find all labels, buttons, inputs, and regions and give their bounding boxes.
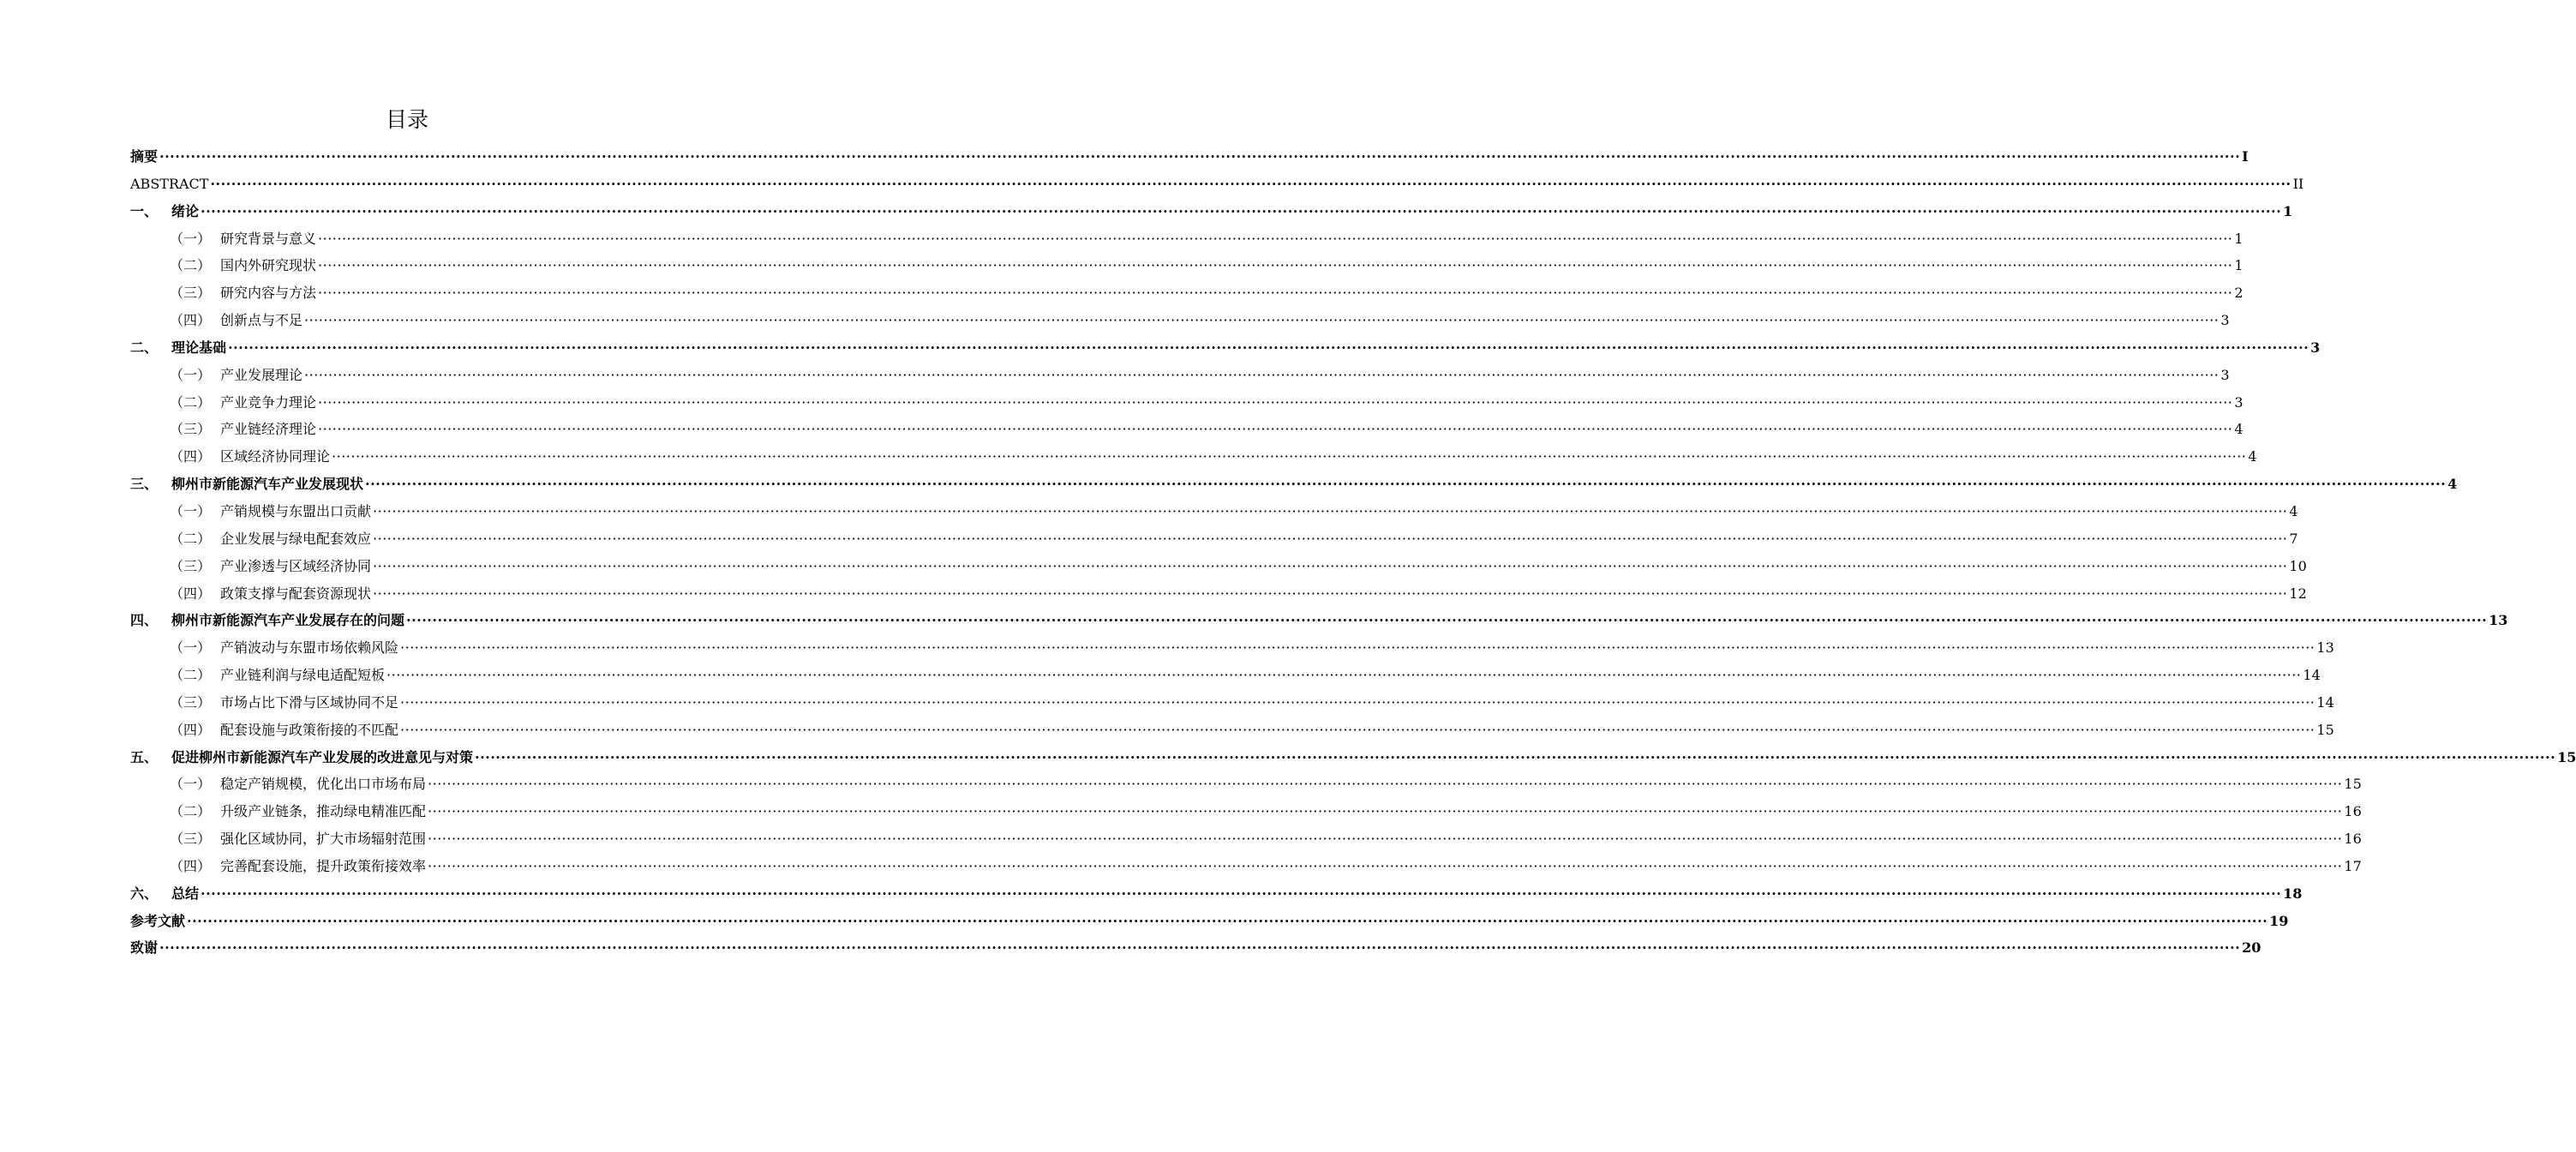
toc-entry-label: 促进柳州市新能源汽车产业发展的改进意见与对策	[171, 748, 474, 765]
toc-entry[interactable]	[130, 334, 2321, 362]
toc-entry-label: 产业竞争力理论	[220, 393, 317, 411]
toc-entry-page-number: 1	[2234, 257, 2244, 274]
toc-entry-label: 配套设施与政策衔接的不匹配	[220, 721, 399, 738]
toc-leader-dots: ················································································································································································································································································································································································································	[228, 339, 2309, 356]
toc-entry[interactable]	[130, 880, 2303, 908]
toc-entry-label: 市场占比下滑与区域协同不足	[220, 693, 399, 711]
toc-entry-number: （四）	[170, 857, 212, 874]
toc-entry-number: 三、	[130, 476, 159, 493]
toc-entry-page-number: 15	[2344, 776, 2362, 793]
toc-entry-page-number: 16	[2344, 831, 2362, 848]
toc-leader-dots: ················································································································································································································································································································································································································	[318, 285, 2233, 302]
toc-entry-label: 产业链利润与绿电适配短板	[220, 667, 386, 684]
toc-entry-number: （三）	[170, 831, 212, 848]
toc-entry-label: 柳州市新能源汽车产业发展现状	[171, 476, 364, 493]
toc-leader-dots: ················································································································································································································································································································································································································	[428, 857, 2343, 874]
toc-entry[interactable]	[130, 908, 2289, 935]
toc-leader-dots: ················································································································································································································································································································································································································	[201, 885, 2282, 902]
toc-leader-dots: ················································································································································································································································································································································································································	[386, 667, 2302, 684]
toc-entry[interactable]	[130, 771, 2362, 798]
toc-entry-label: 理论基础	[171, 339, 227, 356]
toc-entry-page-number: 15	[2316, 721, 2334, 738]
toc-entry[interactable]	[130, 717, 2334, 744]
toc-leader-dots: ················································································································································································································································································································································································································	[318, 421, 2233, 438]
toc-leader-dots: ················································································································································································································································································································································································································	[373, 557, 2288, 574]
toc-entry[interactable]	[130, 825, 2362, 853]
toc-entry-label: 政策支撑与配套资源现状	[220, 585, 372, 602]
toc-entry-number: （三）	[170, 557, 212, 574]
toc-entry[interactable]	[130, 662, 2321, 689]
toc-entry[interactable]	[130, 279, 2244, 307]
toc-entry-label: 参考文献	[130, 912, 186, 929]
toc-entry-number: 六、	[130, 885, 159, 902]
toc-entry[interactable]	[130, 634, 2334, 662]
toc-entry-label: 致谢	[130, 939, 159, 957]
toc-entry-number: 五、	[130, 748, 159, 765]
toc-entry[interactable]	[130, 689, 2334, 717]
toc-entry-label: 柳州市新能源汽车产业发展存在的问题	[171, 612, 405, 629]
toc-entry-label: 绪论	[171, 202, 200, 219]
toc-entry-number: （三）	[170, 421, 212, 438]
toc-entry-page-number: 17	[2344, 857, 2362, 874]
toc-entry[interactable]	[130, 525, 2298, 553]
toc-entry-number: （四）	[170, 721, 212, 738]
toc-entry-page-number: 14	[2316, 693, 2334, 711]
toc-leader-dots: ················································································································································································································································································································································································································	[428, 803, 2343, 820]
toc-entry[interactable]	[130, 389, 2244, 417]
toc-entry[interactable]	[130, 307, 2230, 334]
toc-entry-page-number: 3	[2220, 312, 2230, 329]
toc-entry-label: ABSTRACT	[130, 175, 209, 192]
toc-entry-page-number: 18	[2283, 885, 2303, 902]
toc-entry-page-number: 4	[2289, 502, 2298, 519]
toc-leader-dots: ················································································································································································································································································································································································································	[187, 912, 2268, 929]
toc-entry-label: 强化区域协同，扩大市场辐射范围	[220, 831, 427, 848]
toc-entry[interactable]	[130, 553, 2307, 580]
toc-leader-dots: ················································································································································································································································································································································································································	[159, 148, 2241, 165]
toc-leader-dots: ················································································································································································································································································································································································································	[373, 530, 2288, 547]
toc-entry-number: （一）	[170, 776, 212, 793]
table-of-contents	[130, 143, 2576, 962]
toc-entry[interactable]	[130, 252, 2244, 279]
toc-entry-page-number: 1	[2234, 230, 2244, 247]
toc-entry-number: 四、	[130, 612, 159, 629]
toc-entry-label: 产销波动与东盟市场依赖风险	[220, 639, 399, 657]
toc-entry[interactable]	[130, 443, 2257, 471]
toc-entry[interactable]	[130, 471, 2458, 498]
toc-entry[interactable]	[130, 171, 2304, 198]
toc-entry-number: 一、	[130, 202, 159, 219]
toc-entry[interactable]	[130, 744, 2576, 771]
toc-leader-dots: ················································································································································································································································································································································································································	[318, 257, 2233, 274]
toc-entry-number: （三）	[170, 285, 212, 302]
toc-entry[interactable]	[130, 934, 2261, 962]
toc-entry-label: 产销规模与东盟出口贡献	[220, 502, 372, 519]
toc-entry-page-number: 3	[2220, 366, 2230, 383]
toc-entry[interactable]	[130, 198, 2293, 225]
toc-entry-page-number: 13	[2316, 639, 2334, 657]
toc-entry-label: 产业链经济理论	[220, 421, 317, 438]
toc-leader-dots: ················································································································································································································································································································································································································	[304, 366, 2220, 383]
toc-leader-dots: ················································································································································································································································································································································································································	[400, 693, 2315, 711]
toc-entry-number: 二、	[130, 339, 159, 356]
toc-entry[interactable]	[130, 143, 2249, 171]
toc-entry-label: 研究背景与意义	[220, 230, 317, 247]
toc-entry-page-number: 4	[2234, 421, 2244, 438]
toc-entry-number: （一）	[170, 230, 212, 247]
toc-entry-number: （四）	[170, 585, 212, 602]
toc-entry-page-number: 3	[2310, 339, 2321, 356]
toc-leader-dots: ················································································································································································································································································································································································································	[365, 476, 2447, 493]
toc-entry[interactable]	[130, 580, 2307, 608]
toc-entry[interactable]	[130, 498, 2298, 525]
toc-entry-number: （二）	[170, 393, 212, 411]
toc-entry-number: （一）	[170, 639, 212, 657]
toc-entry[interactable]	[130, 416, 2244, 443]
toc-entry-number: （三）	[170, 693, 212, 711]
toc-leader-dots: ················································································································································································································································································································································································································	[210, 175, 2291, 192]
toc-entry-page-number: 19	[2269, 912, 2289, 929]
toc-entry-label: 摘要	[130, 148, 159, 165]
toc-entry-number: （二）	[170, 530, 212, 547]
toc-entry-number: （二）	[170, 803, 212, 820]
toc-entry-page-number: 1	[2283, 202, 2293, 219]
toc-entry[interactable]	[130, 853, 2362, 880]
toc-entry-page-number: II	[2292, 175, 2304, 192]
toc-entry-label: 完善配套设施，提升政策衔接效率	[220, 857, 427, 874]
toc-leader-dots: ················································································································································································································································································································································································································	[406, 612, 2488, 629]
toc-entry-page-number: 7	[2289, 530, 2298, 547]
toc-entry-label: 总结	[171, 885, 200, 902]
toc-leader-dots: ················································································································································································································································································································································································································	[304, 312, 2220, 329]
toc-leader-dots: ················································································································································································································································································································································································································	[318, 230, 2233, 247]
toc-entry-page-number: 12	[2289, 585, 2307, 602]
toc-leader-dots: ················································································································································································································································································································································································································	[475, 748, 2556, 765]
toc-entry-page-number: 2	[2234, 285, 2244, 302]
toc-leader-dots: ················································································································································································································································································································································································································	[428, 776, 2343, 793]
toc-entry-page-number: 4	[2447, 476, 2458, 493]
toc-entry-page-number: 14	[2303, 667, 2321, 684]
toc-leader-dots: ················································································································································································································································································································································································································	[201, 202, 2282, 219]
toc-entry-label: 研究内容与方法	[220, 285, 317, 302]
toc-entry[interactable]	[130, 362, 2230, 389]
toc-leader-dots: ················································································································································································································································································································································································································	[318, 393, 2233, 411]
toc-entry-label: 升级产业链条，推动绿电精准匹配	[220, 803, 427, 820]
toc-entry-page-number: 3	[2234, 393, 2244, 411]
toc-entry-page-number: 10	[2289, 557, 2307, 574]
toc-leader-dots: ················································································································································································································································································································································································································	[400, 721, 2315, 738]
toc-entry-label: 创新点与不足	[220, 312, 303, 329]
toc-entry-page-number: 13	[2489, 612, 2508, 629]
toc-entry-page-number: 15	[2557, 748, 2576, 765]
toc-entry-label: 国内外研究现状	[220, 257, 317, 274]
toc-leader-dots: ················································································································································································································································································································································································································	[159, 939, 2241, 957]
toc-entry-label: 稳定产销规模，优化出口市场布局	[220, 776, 427, 793]
toc-entry-number: （一）	[170, 366, 212, 383]
toc-leader-dots: ················································································································································································································································································································································································································	[400, 639, 2315, 657]
toc-entry-label: 区域经济协同理论	[220, 448, 331, 465]
toc-leader-dots: ················································································································································································································································································································································································································	[373, 502, 2288, 519]
toc-entry-number: （四）	[170, 312, 212, 329]
toc-leader-dots: ················································································································································································································································································································································································································	[332, 448, 2247, 465]
toc-entry[interactable]	[130, 225, 2244, 253]
toc-entry-label: 产业渗透与区域经济协同	[220, 557, 372, 574]
toc-entry-page-number: I	[2242, 148, 2249, 165]
toc-leader-dots: ················································································································································································································································································································································································································	[428, 831, 2343, 848]
toc-entry-label: 企业发展与绿电配套效应	[220, 530, 372, 547]
toc-entry-label: 产业发展理论	[220, 366, 303, 383]
toc-entry-page-number: 16	[2344, 803, 2362, 820]
toc-entry[interactable]	[130, 798, 2362, 825]
toc-entry-page-number: 20	[2242, 939, 2261, 957]
toc-entry-page-number: 4	[2248, 448, 2257, 465]
page-title: 目录	[385, 107, 428, 132]
toc-entry-number: （二）	[170, 257, 212, 274]
toc-entry-number: （四）	[170, 448, 212, 465]
toc-entry[interactable]	[130, 607, 2508, 634]
toc-entry-number: （一）	[170, 502, 212, 519]
toc-entry-number: （二）	[170, 667, 212, 684]
toc-leader-dots: ················································································································································································································································································································································································································	[373, 585, 2288, 602]
